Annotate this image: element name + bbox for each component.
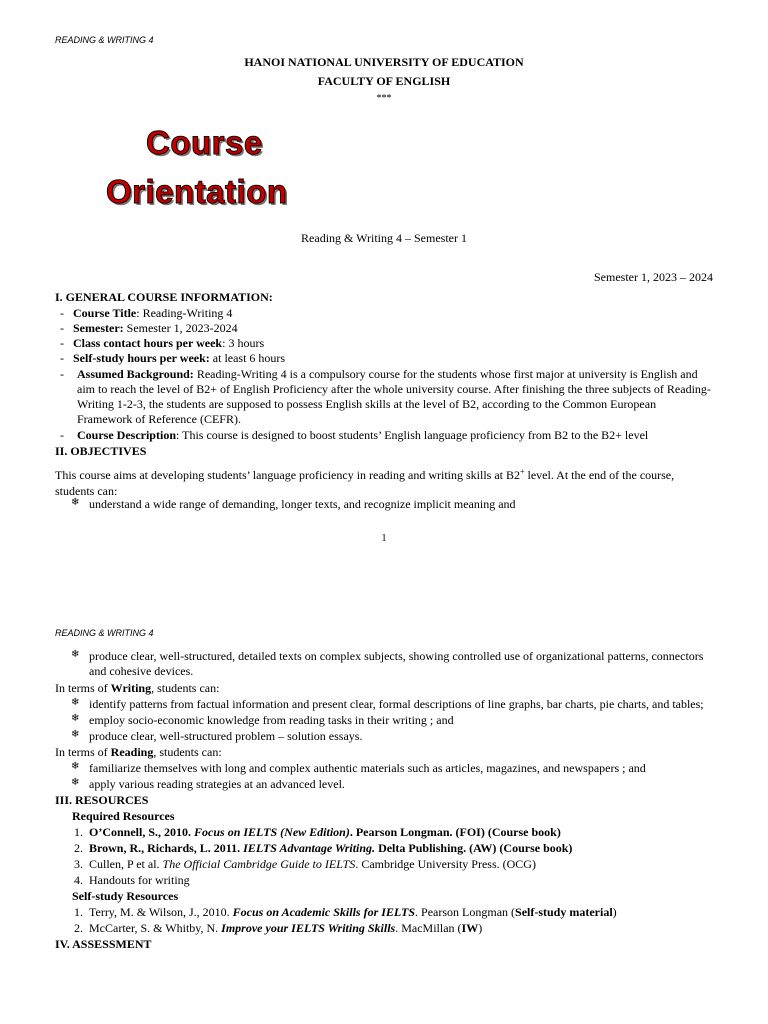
objectives-intro: This course aims at developing students’ language proficiency in reading and writing skills at B2+ level. At the end of the course, students can: bbox=[55, 467, 675, 498]
course-subtitle: Reading & Writing 4 – Semester 1 bbox=[301, 231, 467, 245]
title-orientation: Orientation bbox=[106, 173, 288, 210]
list-number: 3. bbox=[74, 857, 83, 871]
snowflake-icon: ❄ bbox=[71, 497, 80, 508]
dash-marker: - bbox=[60, 306, 64, 320]
snowflake-icon: ❄ bbox=[71, 777, 80, 788]
required-resources-heading: Required Resources bbox=[72, 809, 175, 823]
dash-marker: - bbox=[60, 351, 64, 365]
snowflake-icon: ❄ bbox=[71, 761, 80, 772]
info-semester: Semester: Semester 1, 2023-2024 bbox=[73, 321, 238, 335]
reading-intro: In terms of Reading, students can: bbox=[55, 745, 222, 759]
semester-label: Semester 1, 2023 – 2024 bbox=[594, 270, 713, 284]
snowflake-icon: ❄ bbox=[71, 697, 80, 708]
list-number: 2. bbox=[74, 921, 83, 935]
selfstudy-resource-item: McCarter, S. & Whitby, N. Improve your IELTS Writing Skills. MacMillan (IW) bbox=[89, 921, 483, 935]
list-number: 4. bbox=[74, 873, 83, 887]
list-number: 1. bbox=[74, 905, 83, 919]
list-number: 1. bbox=[74, 825, 83, 839]
section-resources-heading: III. RESOURCES bbox=[55, 793, 149, 807]
writing-item: employ socio-economic knowledge from reading tasks in their writing ; and bbox=[89, 713, 454, 727]
running-header: READING & WRITING 4 bbox=[55, 35, 154, 45]
dash-marker: - bbox=[60, 428, 64, 442]
objective-item: produce clear, well-structured, detailed texts on complex subjects, showing controlled use of organizational patterns, connectors and cohesive devices. bbox=[89, 649, 704, 678]
required-resource-item: O’Connell, S., 2010. Focus on IELTS (New Edition). Pearson Longman. (FOI) (Course book) bbox=[89, 825, 561, 839]
selfstudy-resource-item: Terry, M. & Wilson, J., 2010. Focus on Academic Skills for IELTS. Pearson Longman (Self-study material) bbox=[89, 905, 617, 919]
objective-item: understand a wide range of demanding, longer texts, and recognize implicit meaning and bbox=[89, 497, 516, 511]
info-selfstudy-hours: Self-study hours per week: at least 6 hours bbox=[73, 351, 286, 365]
section-assessment-heading: IV. ASSESSMENT bbox=[55, 937, 152, 951]
section-objectives-heading: II. OBJECTIVES bbox=[55, 444, 147, 458]
separator-stars: *** bbox=[376, 93, 392, 104]
required-resource-item: Cullen, P et al. The Official Cambridge Guide to IELTS. Cambridge University Press. (OCG) bbox=[89, 857, 536, 871]
list-number: 2. bbox=[74, 841, 83, 855]
info-course-title: Course Title: Reading-Writing 4 bbox=[73, 306, 233, 320]
writing-item: identify patterns from factual information and present clear, formal descriptions of line graphs, bar charts, pie charts, and tables; bbox=[89, 697, 704, 711]
info-contact-hours: Class contact hours per week: 3 hours bbox=[73, 336, 265, 350]
snowflake-icon: ❄ bbox=[71, 729, 80, 740]
university-name: HANOI NATIONAL UNIVERSITY OF EDUCATION bbox=[244, 55, 524, 69]
snowflake-icon: ❄ bbox=[71, 713, 80, 724]
required-resource-item: Handouts for writing bbox=[89, 873, 190, 887]
writing-item: produce clear, well-structured problem – solution essays. bbox=[89, 729, 363, 743]
title-course: Course bbox=[146, 124, 263, 161]
required-resource-item: Brown, R., Richards, L. 2011. IELTS Advantage Writing. Delta Publishing. (AW) (Course book) bbox=[89, 841, 573, 855]
dash-marker: - bbox=[60, 367, 64, 381]
info-course-description: Course Description: This course is designed to boost students’ English language proficiency from B2 to the B2+ level bbox=[77, 428, 649, 442]
section-general-heading: I. GENERAL COURSE INFORMATION: bbox=[55, 290, 273, 304]
dash-marker: - bbox=[60, 336, 64, 350]
info-assumed-background: Assumed Background: Reading-Writing 4 is a compulsory course for the students whose first major at university is English and aim to reach the level of B2+ of English Proficiency after the whole university course. After finishing the three subjects of Reading-Writing 1-2-3, the students are supposed to possess English skills at the level of B2, according to the Common European Framework of Reference (CEFR). bbox=[77, 367, 711, 426]
selfstudy-resources-heading: Self-study Resources bbox=[72, 889, 179, 903]
snowflake-icon: ❄ bbox=[71, 649, 80, 660]
dash-marker: - bbox=[60, 321, 64, 335]
faculty-name: FACULTY OF ENGLISH bbox=[317, 74, 451, 88]
writing-intro: In terms of Writing, students can: bbox=[55, 681, 220, 695]
reading-item: familiarize themselves with long and complex authentic materials such as articles, magazines, and newspapers ; and bbox=[89, 761, 646, 775]
reading-item: apply various reading strategies at an advanced level. bbox=[89, 777, 345, 791]
page-number: 1 bbox=[381, 533, 387, 544]
running-header: READING & WRITING 4 bbox=[55, 628, 154, 638]
